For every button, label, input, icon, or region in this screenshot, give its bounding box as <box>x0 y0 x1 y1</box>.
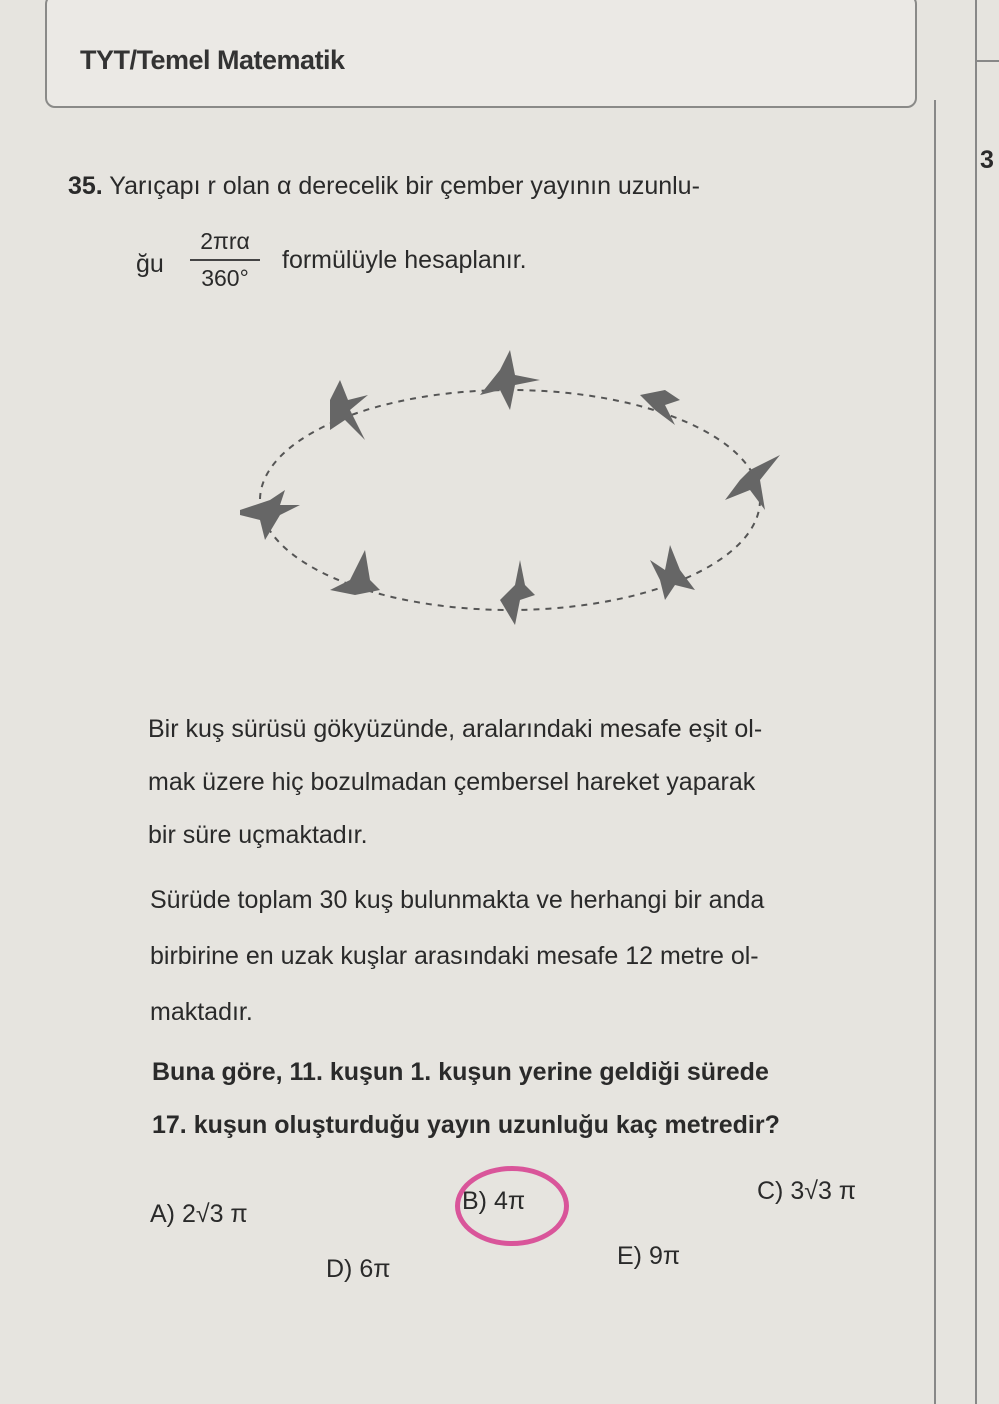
intro-line2-suffix: formülüyle hesaplanır. <box>282 246 527 274</box>
bird-icon <box>480 350 540 410</box>
column-divider <box>934 100 936 1404</box>
formula-numerator: 2πrα <box>200 228 250 254</box>
question-prompt <box>152 1046 780 1152</box>
bird-icon <box>500 560 535 625</box>
paragraph-2-line: maktadır. <box>150 998 253 1026</box>
bird-flock-figure <box>220 340 820 660</box>
paragraph-2-line: Sürüde toplam 30 kuş bulunmakta ve herhangi bir anda <box>150 886 765 914</box>
paragraph-2-line: birbirine en uzak kuşlar arasındaki mesafe 12 metre ol- <box>150 942 759 970</box>
prompt-line: Buna göre, 11. kuşun 1. kuşun yerine geldiği sürede <box>152 1058 769 1086</box>
arc-length-formula <box>190 228 260 292</box>
question-number: 35. <box>68 172 103 200</box>
paragraph-2 <box>150 872 764 1040</box>
bird-icon <box>330 380 368 440</box>
option-a[interactable]: A) 2√3 π <box>150 1200 248 1228</box>
option-c[interactable]: C) 3√3 π <box>757 1177 857 1205</box>
question-intro-line1 <box>68 172 700 201</box>
intro-text: Yarıçapı r olan α derecelik bir çember yayının uzunlu- <box>109 172 700 200</box>
birds <box>240 350 780 625</box>
bird-icon <box>650 545 695 600</box>
paragraph-1-line: Bir kuş sürüsü gökyüzünde, aralarındaki mesafe eşit ol- <box>148 715 763 743</box>
option-d[interactable]: D) 6π <box>326 1255 391 1283</box>
adjacent-page-number: 3 <box>980 146 994 174</box>
option-e[interactable]: E) 9π <box>617 1242 681 1270</box>
page-edge <box>975 0 977 1404</box>
answer-mark-circle <box>455 1166 569 1246</box>
fraction-bar <box>190 259 260 261</box>
intro-line2-prefix: ğu <box>136 250 164 278</box>
paragraph-1-line: bir süre uçmaktadır. <box>148 821 368 849</box>
prompt-line: 17. kuşun oluşturduğu yayın uzunluğu kaç metredir? <box>152 1111 780 1139</box>
paragraph-1-line: mak üzere hiç bozulmadan çembersel hareket yaparak <box>148 768 756 796</box>
adjacent-header-edge <box>976 60 999 62</box>
paragraph-1 <box>148 703 762 862</box>
header-title: TYT/Temel Matematik <box>80 45 345 75</box>
bird-icon <box>330 550 380 595</box>
formula-denominator: 360° <box>201 265 249 291</box>
bird-icon <box>725 455 780 510</box>
bird-icon <box>640 390 680 425</box>
option-b[interactable]: B) 4π <box>462 1187 526 1215</box>
